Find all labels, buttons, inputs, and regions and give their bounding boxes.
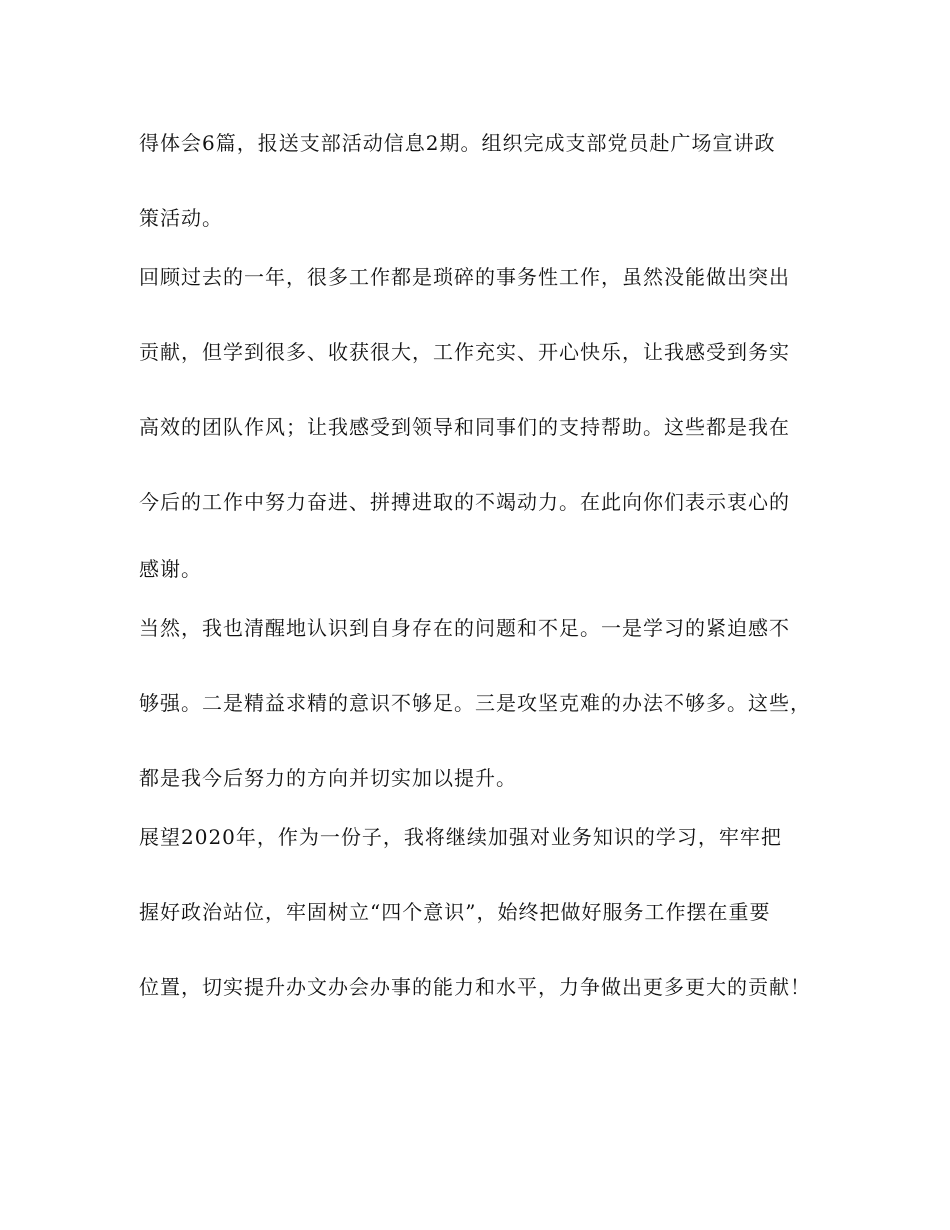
text-line-1: 得体会6篇，报送支部活动信息2期。组织完成支部党员赴广场宣讲政 [139, 131, 776, 155]
text-line-10: 都是我今后努力的方向并切实加以提升。 [139, 766, 517, 790]
text-line-4: 贡献，但学到很多、收获很大，工作充实、开心快乐，让我感受到务实 [139, 340, 790, 364]
text-line-5: 高效的团队作风；让我感受到领导和同事们的支持帮助。这些都是我在 [139, 415, 790, 439]
text-line-6: 今后的工作中努力奋进、拼搏进取的不竭动力。在此向你们表示衷心的 [139, 490, 790, 514]
text-line-8: 当然，我也清醒地认识到自身存在的问题和不足。一是学习的紧迫感不 [139, 616, 790, 640]
text-line-2: 策活动。 [139, 206, 223, 230]
text-line-13: 位置，切实提升办文办会办事的能力和水平，力争做出更多更大的贡献！ [139, 975, 811, 999]
text-line-11: 展望2020年，作为一份子，我将继续加强对业务知识的学习，牢牢把 [139, 825, 782, 849]
text-line-3: 回顾过去的一年，很多工作都是琐碎的事务性工作，虽然没能做出突出 [139, 265, 790, 289]
text-line-7: 感谢。 [139, 557, 202, 581]
text-line-9: 够强。二是精益求精的意识不够足。三是攻坚克难的办法不够多。这些， [139, 691, 811, 715]
text-line-12: 握好政治站位，牢固树立“四个意识”，始终把做好服务工作摆在重要 [139, 900, 771, 924]
